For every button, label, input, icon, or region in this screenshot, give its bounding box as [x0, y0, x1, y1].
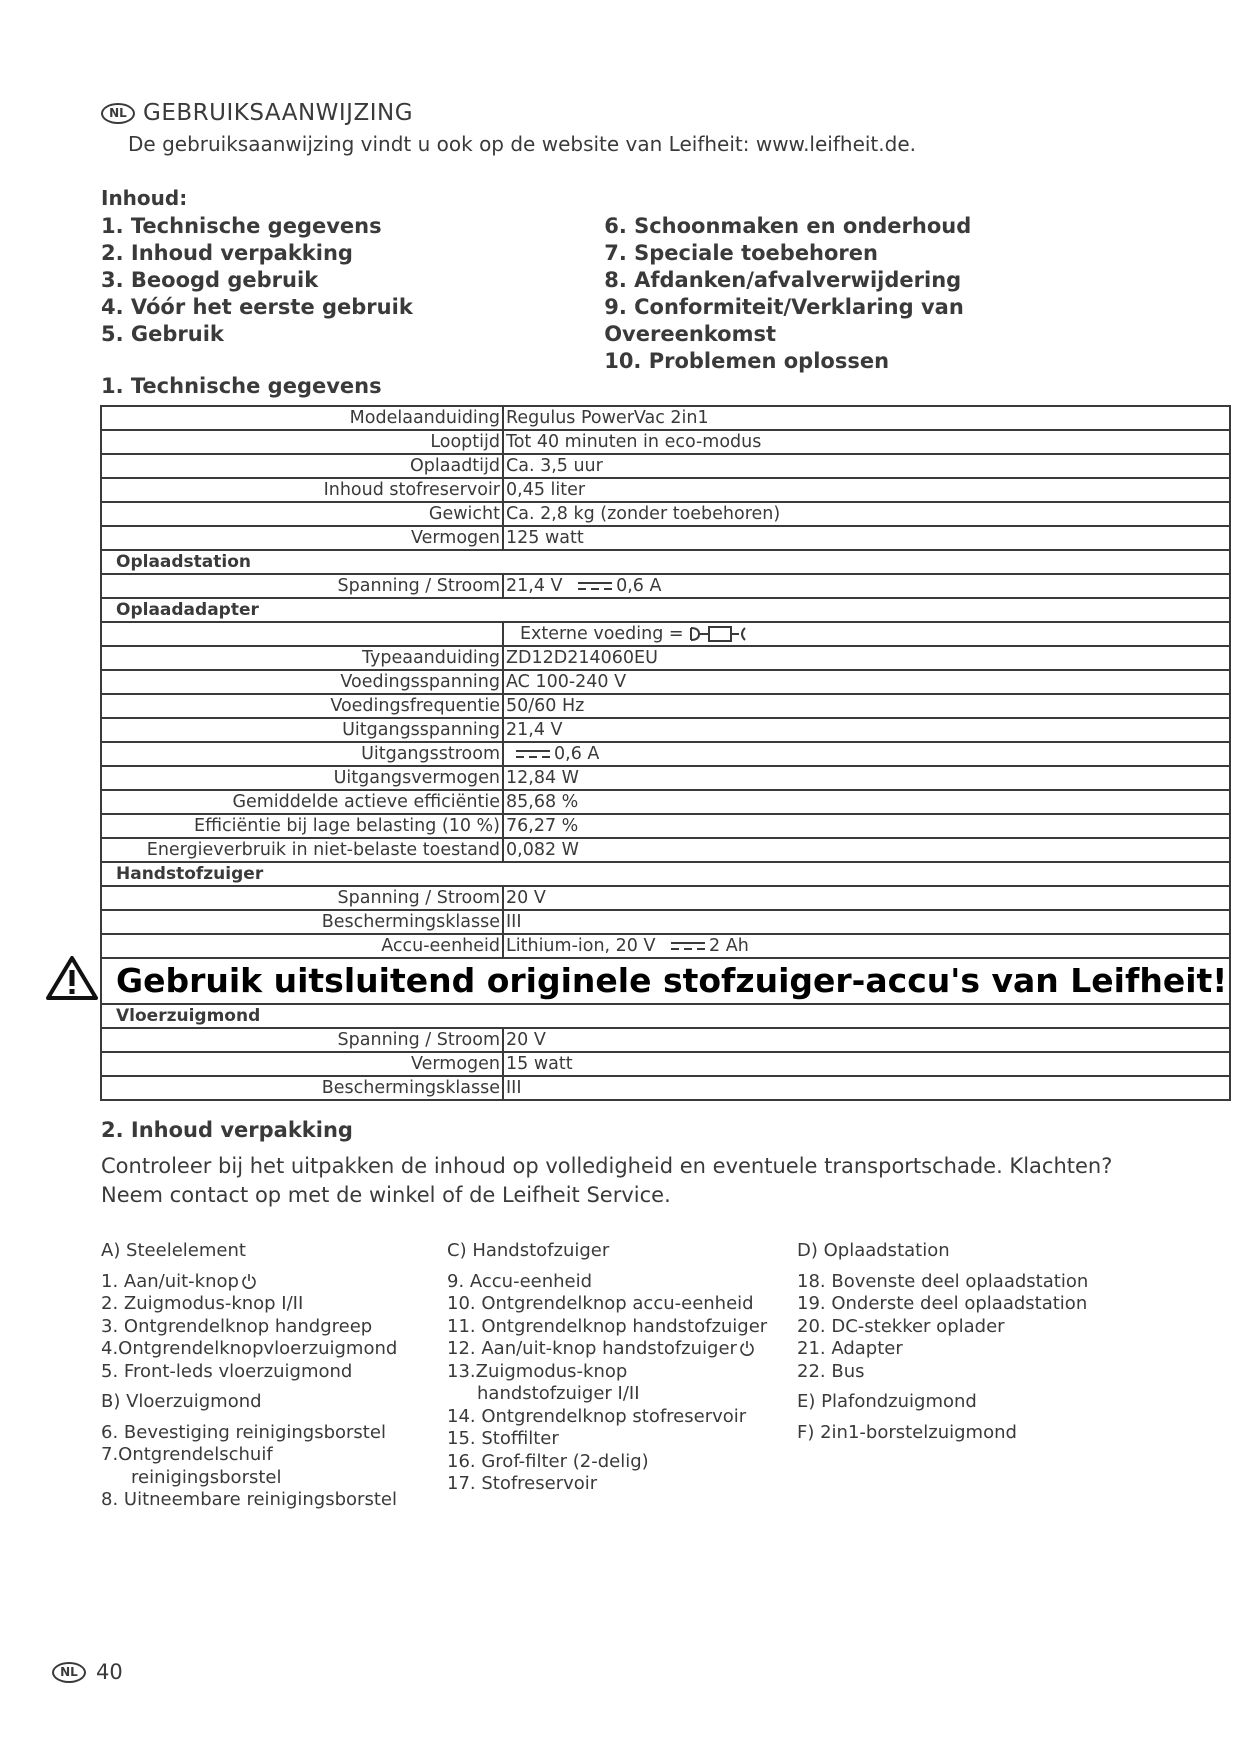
list-item-continuation: reinigingsborstel — [131, 1466, 282, 1488]
list-item: 9. Accu-eenheid — [447, 1270, 593, 1292]
spec-value: Ca. 3,5 uur — [503, 454, 1230, 478]
toc-item: 7. Speciale toebehoren — [604, 241, 878, 265]
language-badge: NL — [101, 103, 135, 124]
list-item-continuation: handstofzuiger I/II — [477, 1383, 640, 1404]
list-item: 8. Uitneembare reinigingsborstel — [101, 1489, 397, 1510]
list-item: 10. Ontgrendelknop accu-eenheid — [447, 1293, 754, 1314]
power-icon — [241, 1273, 257, 1289]
spec-value: 15 watt — [503, 1052, 1230, 1076]
table-row — [101, 718, 1230, 742]
external-supply-label: Externe voeding = — [520, 624, 684, 644]
spec-label: Voedingsspanning — [101, 670, 503, 694]
list-item: 15. Stoffilter — [447, 1428, 559, 1449]
spec-value-current: 0,6 A — [554, 744, 600, 764]
language-badge: NL — [52, 1662, 86, 1683]
toc-item: 10. Problemen oplossen — [604, 349, 890, 373]
list-item: 3. Ontgrendelknop handgreep — [101, 1315, 373, 1337]
dc-symbol-icon — [516, 749, 550, 759]
spec-label: Vermogen — [101, 1052, 503, 1076]
spec-value: 50/60 Hz — [503, 694, 1230, 718]
list-item: 17. Stofreservoir — [447, 1473, 598, 1494]
spec-label: Vermogen — [101, 526, 503, 550]
spec-value: AC 100-240 V — [503, 670, 1230, 694]
spec-value: 76,27 % — [503, 814, 1230, 838]
power-icon — [739, 1340, 755, 1356]
table-row — [101, 1052, 1230, 1076]
parts-column-a — [101, 1240, 441, 1512]
list-item: 22. Bus — [797, 1360, 865, 1382]
list-item: 7.Ontgrendelschuif — [101, 1444, 273, 1465]
table-row — [101, 886, 1230, 910]
list-item: 2. Zuigmodus-knop I/II — [101, 1293, 304, 1314]
spec-label: Spanning / Stroom — [101, 886, 503, 910]
parts-column-d — [797, 1240, 1127, 1452]
table-row — [101, 790, 1230, 814]
part-label: 1. Aan/uit-knop — [101, 1270, 239, 1292]
list-item: 21. Adapter — [797, 1338, 903, 1359]
toc-item: 8. Afdanken/afvalverwijdering — [604, 268, 962, 292]
spec-label: Beschermingsklasse — [101, 910, 503, 934]
list-item: 4.Ontgrendelknopvloerzuigmond — [101, 1338, 398, 1359]
spec-label: Spanning / Stroom — [101, 1028, 503, 1052]
spec-value-current: 0,6 A — [616, 576, 662, 596]
table-section-row — [101, 1004, 1230, 1028]
spec-label: Inhoud stofreservoir — [101, 478, 503, 502]
list-item: 20. DC-stekker oplader — [797, 1315, 1005, 1337]
table-row — [101, 502, 1230, 526]
spec-label: Modelaanduiding — [101, 406, 503, 430]
list-item: 5. Front-leds vloerzuigmond — [101, 1360, 353, 1382]
spec-value: ZD12D214060EU — [503, 646, 1230, 670]
table-row — [101, 1028, 1230, 1052]
page-footer — [52, 1660, 123, 1684]
section-paragraph: Controleer bij het uitpakken de inhoud op volledigheid en eventuele transportschade. Klachten? Neem contact op met de winkel of de Leifheit Service. — [101, 1154, 1113, 1207]
table-row — [101, 574, 1230, 598]
warning-icon — [46, 955, 98, 1001]
parts-group-heading: D) Oplaadstation — [797, 1240, 950, 1261]
list-item: 11. Ontgrendelknop handstofzuiger — [447, 1315, 768, 1337]
table-row — [101, 694, 1230, 718]
spec-value: 20 V — [503, 886, 1230, 910]
spec-value — [503, 574, 1230, 598]
spec-label: Gemiddelde actieve efficiëntie — [101, 790, 503, 814]
table-row — [101, 478, 1230, 502]
table-section-row — [101, 550, 1230, 574]
table-row — [101, 934, 1230, 958]
table-row — [101, 910, 1230, 934]
spec-value — [503, 622, 1230, 646]
spec-value — [503, 742, 1230, 766]
toc-item: 9. Conformiteit/Verklaring van Overeenkomst — [604, 295, 964, 346]
part-label: 12. Aan/uit-knop handstofzuiger — [447, 1338, 737, 1359]
spec-label: Energieverbruik in niet-belaste toestand — [101, 838, 503, 862]
toc-item: 4. Vóór het eerste gebruik — [101, 295, 413, 319]
header — [101, 100, 1141, 156]
dc-symbol-icon — [671, 941, 705, 951]
table-section-heading: Handstofzuiger — [101, 862, 1230, 886]
table-row — [101, 766, 1230, 790]
warning-row — [101, 958, 1230, 1004]
list-item — [101, 1271, 441, 1294]
spec-value: 0,45 liter — [503, 478, 1230, 502]
toc-item: 1. Technische gegevens — [101, 214, 382, 238]
toc-item: 6. Schoonmaken en onderhoud — [604, 214, 972, 238]
table-row — [101, 406, 1230, 430]
parts-group-heading: E) Plafondzuigmond — [797, 1391, 977, 1412]
spec-value-capacity: 2 Ah — [709, 936, 749, 956]
spec-value: III — [503, 910, 1230, 934]
dc-symbol-icon — [578, 581, 612, 591]
spec-value: 85,68 % — [503, 790, 1230, 814]
table-row — [101, 742, 1230, 766]
spec-value: Regulus PowerVac 2in1 — [503, 406, 1230, 430]
list-item: 14. Ontgrendelknop stofreservoir — [447, 1405, 747, 1427]
list-item: 18. Bovenste deel oplaadstation — [797, 1270, 1089, 1292]
toc-item: 5. Gebruik — [101, 322, 224, 346]
spec-label: Oplaadtijd — [101, 454, 503, 478]
parts-column-c — [447, 1240, 797, 1496]
section-title-technical-data: 1. Technische gegevens — [101, 374, 382, 398]
table-row — [101, 526, 1230, 550]
power-supply-symbol-icon — [689, 625, 749, 643]
list-item: 16. Grof-filter (2-delig) — [447, 1450, 649, 1472]
spec-label: Accu-eenheid — [101, 934, 503, 958]
spec-label: Looptijd — [101, 430, 503, 454]
table-section-row — [101, 598, 1230, 622]
table-section-row — [101, 862, 1230, 886]
list-item: 6. Bevestiging reinigingsborstel — [101, 1421, 386, 1443]
parts-group-heading: F) 2in1-borstelzuigmond — [797, 1421, 1017, 1443]
table-row — [101, 646, 1230, 670]
spec-label: Uitgangsstroom — [101, 742, 503, 766]
page-number: 40 — [96, 1660, 123, 1684]
document-subtitle: De gebruiksaanwijzing vindt u ook op de website van Leifheit: www.leifheit.de. — [128, 132, 916, 156]
list-item — [447, 1338, 797, 1361]
list-item: 19. Onderste deel oplaadstation — [797, 1293, 1088, 1314]
spec-label: Voedingsfrequentie — [101, 694, 503, 718]
toc-item: 2. Inhoud verpakking — [101, 241, 353, 265]
parts-group-heading: A) Steelelement — [101, 1240, 246, 1261]
toc-heading: Inhoud: — [101, 186, 188, 210]
spec-value: 0,082 W — [503, 838, 1230, 862]
spec-value: 20 V — [503, 1028, 1230, 1052]
spec-label: Uitgangsvermogen — [101, 766, 503, 790]
spec-value-voltage: 21,4 V — [506, 576, 563, 596]
table-row — [101, 1076, 1230, 1100]
spec-label: Gewicht — [101, 502, 503, 526]
warning-text: Gebruik uitsluitend originele stofzuiger-accu's van Leifheit! — [101, 958, 1230, 1004]
list-item: 13.Zuigmodus-knop — [447, 1360, 628, 1382]
table-row — [101, 430, 1230, 454]
toc-item: 3. Beoogd gebruik — [101, 268, 319, 292]
spec-value: Tot 40 minuten in eco-modus — [503, 430, 1230, 454]
toc-left-column — [101, 213, 604, 375]
spec-value: 12,84 W — [503, 766, 1230, 790]
table-row — [101, 622, 1230, 646]
parts-group-heading: C) Handstofzuiger — [447, 1240, 610, 1261]
table-section-heading: Vloerzuigmond — [101, 1004, 1230, 1028]
parts-group-heading: B) Vloerzuigmond — [101, 1391, 262, 1412]
table-of-contents — [101, 186, 1141, 375]
spec-value: 125 watt — [503, 526, 1230, 550]
document-title: GEBRUIKSAANWIJZING — [143, 100, 414, 126]
spec-value: III — [503, 1076, 1230, 1100]
table-row — [101, 670, 1230, 694]
spec-value: 21,4 V — [503, 718, 1230, 742]
spec-label: Typeaanduiding — [101, 646, 503, 670]
toc-right-column — [604, 213, 1141, 375]
table-row — [101, 454, 1230, 478]
spec-value-battery: Lithium-ion, 20 V — [506, 936, 656, 956]
spec-label: Spanning / Stroom — [101, 574, 503, 598]
table-section-heading: Oplaadstation — [101, 550, 1230, 574]
spec-value — [503, 934, 1230, 958]
spec-label: Beschermingsklasse — [101, 1076, 503, 1100]
section-title-package-contents: 2. Inhoud verpakking — [101, 1118, 353, 1142]
spec-label: Efficiëntie bij lage belasting (10 %) — [101, 814, 503, 838]
table-section-heading: Oplaadadapter — [101, 598, 1230, 622]
spec-label-empty — [101, 622, 503, 646]
spec-label: Uitgangsspanning — [101, 718, 503, 742]
table-row — [101, 838, 1230, 862]
table-row — [101, 814, 1230, 838]
technical-data-table — [100, 405, 1231, 1101]
spec-value: Ca. 2,8 kg (zonder toebehoren) — [503, 502, 1230, 526]
